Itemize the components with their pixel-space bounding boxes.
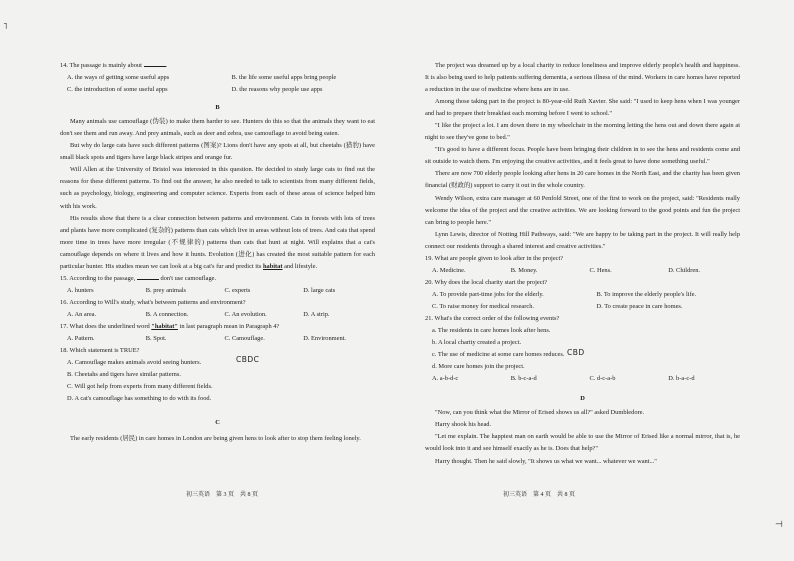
question-14: 14. The passage is mainly about . [60,62,168,69]
section-b-heading: B [215,104,220,112]
handwritten-answer-b: CBDC [236,355,260,365]
question-16: 16. According to Will's study, what's between patterns and environment? [60,298,246,306]
section-d-heading: D [580,395,585,403]
passage-c-para: There are now 700 elderly people looking after hens in 20 care homes in the North East, and the charity has been given financial (财政的) support to carry it out in the whole country. [425,170,740,190]
passage-c-intro: The early residents (居民) in care homes in London are being given hens to look after to stop them feeling lonely. [70,435,361,443]
corner-tick-mark: ˥ [3,22,8,32]
passage-c-para: Lynn Lewis, director of Notting Hill Pathways, said: "We are happy to be taking part in the project. It will really help connect our residents through a shared interest and creative activities." [425,230,740,250]
left-page-footer: 初三英语 第 3 页 共 8 页 [186,492,259,498]
passage-c-para: "It's good to have a different focus. People have been bringing their children in to see the hens and residents come and sit outside to watch them. I'm enjoying the creative activities, and it feels great to have done something useful." [425,146,740,166]
passage-c-para: The project was dreamed up by a local charity to reduce loneliness and improve elderly people's health and happiness. It is also being used to help patients suffering dementia, a serious illness of the mind. Workers in care homes have reported a reduction in the use of medicine where hens are in use. [425,62,740,94]
question-17: 17. What does the underlined word "habitat" in last paragraph mean in Paragraph 4? [60,322,280,330]
passage-d-para: "Now, can you think what the Mirror of Erised shows us all?" asked Dumbledore. [435,409,645,417]
passage-b-para: Will Allen at the University of Bristol was interested in this question. He decided to study large cats to find out the reasons for these different patterns. To find out the answer, he also needed to talk to scientists from many different fields, such as psychology, biology, engineering and computer science. Experts from each of these areas of science helped him with his work. [60,166,375,210]
passage-b-para: But why do large cats have such different patterns (图案)? Lions don't have any spots at all, but cheetahs (猎豹) have small black spots and tigers have large black stripes and orange fur. [60,142,375,162]
question-18: 18. Which statement is TRUE? [60,347,140,355]
right-page-column: The project was dreamed up by a local charity to reduce loneliness and improve elderly people's health and happiness. It is also being used to help patients suffering dementia, a serious illness of the mind. Workers in care homes have reported a reduction in the use of medicine where hens are in use. Among those taking part in the project is 80-year-old Ruth Xavier. She said: "I used to keep hens when I was younger and had to prepare their breakfast each morning before I went to school." "I like the project a lot. I am down there in my wheelchair in the morning letting the hens out and down there again at night to see they've gone to bed." "It's good to have a different focus. People have been bringing their children in to see the hens and residents come and sit outside to watch them. I'm enjoying the creative activities, and it feels great to have done something useful." There are now 700 elderly people looking after hens in 20 care homes in the North East, and the charity has been given financial (财政的) support to carry it out in the whole country. Wendy Wilson, extra care manager at 60 Penfold Street, one of the first to work on the project, said: "Residents really welcome the idea of the project and the creative activities. We are looking forward to the good points and fun the project can bring to people here." Lynn Lewis, director of Notting Hill Pathways, said: "We are happy to be taking part in the project. It will really help connect our residents through a shared interest and creative activities." 19. What are people given to look after in the project? A. Medicine. B. Money. C. Hens. D. Children. 20. Why does the local charity start the project? A. To provide part-time jobs for the elderly. B. To improve the elderly people's life. C. To raise money for medical research. D. To create peace in care homes. 21. What's the correct order of the following events? a. The residents in care homes look after hens. b. A local charity created a project. c. The use of medicine at some care homes reduces. d. More care homes join the project. CBD A. a-b-d-c B. b-c-a-d C. d-c-a-b D. b-a-c-d D "Now, can you think what the Mirror of Erised shows us all?" asked Dumbledore. Harry shook his head. "Let me explain. The happiest man on earth would be able to use the Mirror of Erised like a normal mirror, that is, he would look into it and see himself exactly as he is. Does that help?" Harry thought. Then he said slowly, "It shows us what we want... whatever we want..." [425,60,740,468]
question-15: 15. According to the passage, don't use camouflage. [60,274,217,282]
passage-d-para: Harry shook his head. [435,421,492,429]
habitat-underlined-word: habitat [262,262,283,270]
q14-options: A. the ways of getting some useful apps B. the life some useful apps bring people [67,74,337,82]
passage-c-para: Wendy Wilson, extra care manager at 60 Penfold Street, one of the first to work on the project, said: "Residents really welcome the idea of the project and the creative activities. We are looking forward to the good points and fun the project can bring to people here." [425,194,740,226]
passage-b-para: His results show that there is a clear connection between patterns and environment. Cats in forests with lots of trees and plants have more complicated (复杂的) patterns than cats which live in areas without lots of trees. And cats that spend more time in trees have more irregular (不规律的) patterns than cats that hunt at night. Will explains that a cat's camouflage depends on where it lives and how it hunts. Evolution (进化) has created the most suitable pattern for each particular hunter. His studies mean we can look at a big cat's fur and predict its habitat and lifestyle. [60,214,375,270]
question-20: 20. Why does the local charity start the project? [425,278,548,286]
question-19: 19. What are people given to look after in the project? [425,254,564,262]
passage-b-para: Many animals use camouflage (伪装) to make them harder to see. Hunters do this so that the animals they want to eat don't see them and run away. And prey animals, such as deer and zebra, use camouflage to avoid being eaten. [60,118,375,138]
handwritten-answer-c: CBD [567,348,585,358]
section-c-heading: C [215,419,220,427]
question-21: 21. What's the correct order of the following events? [425,314,560,322]
crop-mark: ⊣ [775,520,783,530]
right-page-footer: 初三英语 第 4 页 共 8 页 [503,492,576,498]
passage-c-para: Among those taking part in the project is 80-year-old Ruth Xavier. She said: "I used to keep hens when I was younger and had to prepare their breakfast each morning before I went to school." [425,98,740,118]
passage-d-para: "Let me explain. The happiest man on earth would be able to use the Mirror of Erised like a normal mirror, that is, he would look into it and see himself exactly as he is. Does that help?" [425,433,740,453]
passage-c-para: "I like the project a lot. I am down there in my wheelchair in the morning letting the hens out and down there again at night to see they've gone to bed." [425,122,740,142]
passage-d-para: Harry thought. Then he said slowly, "It shows us what we want... whatever we want..." [435,457,657,465]
left-page-column: 14. The passage is mainly about . A. the ways of getting some useful apps B. the life some useful apps bring people C. the introduction of some useful apps D. the reasons why people use apps B Many animals use camouflage (伪装) to make them harder to see. Hunters do this so that the animals they want to eat don't see them and run away. And prey animals, such as deer and zebra, use camouflage to avoid being eaten. But why do large cats have such different patterns (图案)? Lions don't have any spots at all, but cheetahs (猎豹) have small black spots and tigers have large black stripes and orange fur. Will Allen at the University of Bristol was interested in this question. He decided to study large cats to find out the reasons for these different patterns. To find out the answer, he also needed to talk to scientists from many different fields, such as psychology, biology, engineering and computer science. Experts from each of these areas of science helped him with his work. His results show that there is a clear connection between patterns and environment. Cats in forests with lots of trees and plants have more complicated (复杂的) patterns than cats which live in areas without lots of trees. And cats that spend more time in trees have more irregular (不规律的) patterns than cats that hunt at night. Will explains that a cat's camouflage depends on where it lives and how it hunts. Evolution (进化) has created the most suitable pattern for each particular hunter. His studies mean we can look at a big cat's fur and predict its habitat and lifestyle. 15. According to the passage, don't use camouflage. A. hunters B. prey animals C. experts D. large cats 16. According to Will's study, what's between patterns and environment? A. An area. B. A connection. C. An evolution. D. A strip. 17. What does the underlined word "habitat" in last paragraph mean in Paragraph 4? A. Pattern. B. Spot. C. Camouflage. D. Environment. 18. Which statement is TRUE? A. Camouflage makes animals avoid seeing hunters. B. Cheetahs and tigers have similar patterns. C. Will got help from experts from many different fields. D. A cat's camouflage has something to do with its food. CBDC C The early residents (居民) in care homes in London are being given hens to look after to stop them feeling lonely. [60,60,375,445]
